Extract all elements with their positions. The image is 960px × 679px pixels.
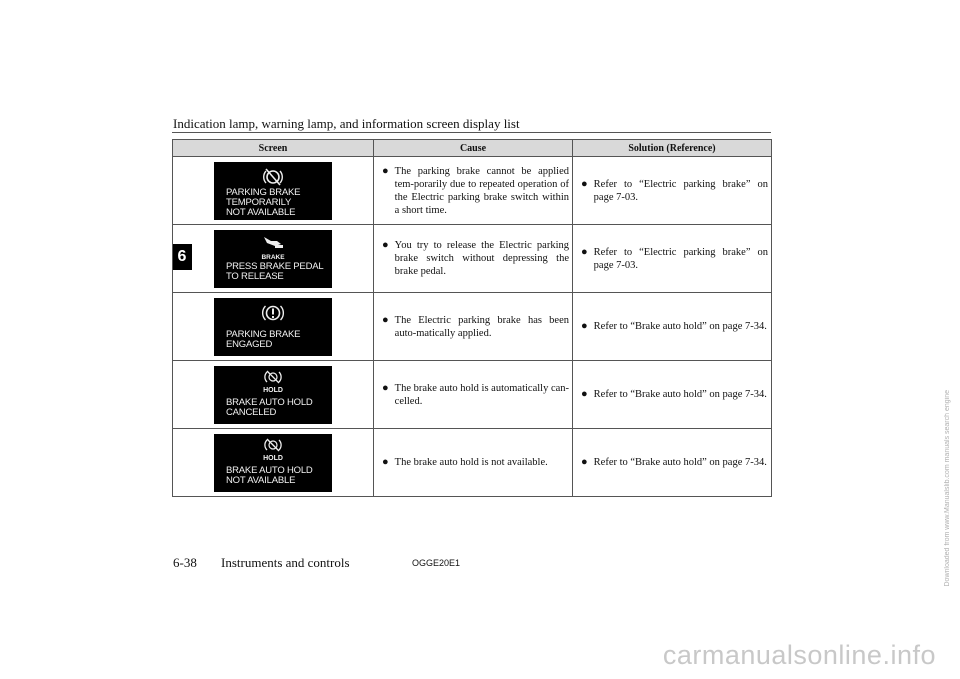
solution-cell (573, 361, 772, 429)
screen-line: PARKING BRAKE (226, 186, 301, 198)
page-header-title: Indication lamp, warning lamp, and information screen display list (173, 116, 520, 131)
screen-small-label: HOLD (263, 454, 283, 462)
bullet-icon: ● (581, 245, 588, 258)
column-header-screen: Screen (173, 140, 374, 157)
cause-cell (374, 157, 573, 225)
screen-line: TO RELEASE (226, 270, 284, 282)
display-screen-image (214, 434, 332, 492)
solution-text: Refer to “Electric parking brake” on page 7-03. (593, 178, 768, 203)
solution-cell (573, 157, 772, 225)
cause-text: The Electric parking brake has been auto-matically applied. (394, 314, 569, 339)
bullet-icon: ● (581, 456, 588, 468)
solution-cell (573, 293, 772, 361)
cause-text: The brake auto hold is not available. (394, 457, 548, 468)
cause-text: The parking brake cannot be applied tem-porarily due to repeated operation of the Electric parking brake switch within a short time. (394, 165, 569, 216)
display-screen-image (214, 162, 332, 220)
section-title: Instruments and controls (221, 555, 350, 570)
screen-line: PARKING BRAKE (226, 328, 301, 340)
cause-text: You try to release the Electric parking brake switch without depressing the brake pedal. (394, 240, 569, 277)
hold-unavailable-icon (264, 437, 282, 453)
table-row (173, 225, 772, 293)
screen-line: BRAKE AUTO HOLD (226, 396, 313, 408)
table-row (173, 361, 772, 429)
page-number: 6-38 (173, 555, 197, 570)
foot-on-pedal-icon (261, 235, 285, 249)
screen-cell (173, 225, 374, 293)
bullet-icon: ● (581, 388, 588, 400)
screen-cell (173, 293, 374, 361)
bullet-icon: ● (581, 177, 588, 190)
solution-cell (573, 429, 772, 497)
screen-small-label: HOLD (263, 386, 283, 394)
side-watermark: Downloaded from www.Manualslib.com manuals search engine (944, 390, 951, 587)
solution-text: Refer to “Brake auto hold” on page 7-34. (593, 321, 767, 332)
header-rule (172, 132, 771, 133)
screen-line: PRESS BRAKE PEDAL (226, 260, 324, 272)
site-watermark: carmanualsonline.info (662, 640, 936, 670)
chapter-tab: 6 (172, 244, 192, 270)
table-row (173, 429, 772, 497)
cause-cell (374, 429, 573, 497)
table-header-row (173, 140, 772, 157)
parking-brake-unavailable-icon (262, 166, 284, 188)
solution-text: Refer to “Electric parking brake” on page 7-03. (593, 246, 768, 271)
table-row (173, 157, 772, 225)
screen-small-label: BRAKE (261, 253, 285, 261)
display-screen-image (214, 366, 332, 424)
table-row (173, 293, 772, 361)
screen-line: ENGAGED (226, 338, 273, 350)
screen-line: BRAKE AUTO HOLD (226, 464, 313, 476)
screen-cell (173, 429, 374, 497)
display-list-table (172, 139, 772, 497)
solution-text: Refer to “Brake auto hold” on page 7-34. (593, 457, 767, 468)
solution-text: Refer to “Brake auto hold” on page 7-34. (593, 389, 767, 400)
bullet-icon: ● (382, 381, 389, 394)
document-code: OGGE20E1 (412, 558, 461, 568)
display-screen-image (214, 230, 332, 288)
screen-line: NOT AVAILABLE (226, 206, 296, 218)
hold-canceled-icon (264, 369, 282, 385)
column-header-solution: Solution (Reference) (573, 140, 772, 157)
cause-cell (374, 225, 573, 293)
bullet-icon: ● (382, 456, 389, 468)
bullet-icon: ● (581, 320, 588, 332)
screen-line: TEMPORARILY (226, 196, 292, 208)
bullet-icon: ● (382, 164, 389, 177)
brake-warning-icon (261, 302, 285, 324)
screen-cell (173, 157, 374, 225)
cause-cell (374, 293, 573, 361)
cause-cell (374, 361, 573, 429)
bullet-icon: ● (382, 239, 389, 251)
bullet-icon: ● (382, 313, 389, 326)
column-header-cause: Cause (374, 140, 573, 157)
screen-cell (173, 361, 374, 429)
solution-cell (573, 225, 772, 293)
cause-text: The brake auto hold is automatically can-celled. (394, 382, 570, 407)
screen-line: NOT AVAILABLE (226, 474, 296, 486)
display-screen-image (214, 298, 332, 356)
screen-line: CANCELED (226, 406, 277, 418)
